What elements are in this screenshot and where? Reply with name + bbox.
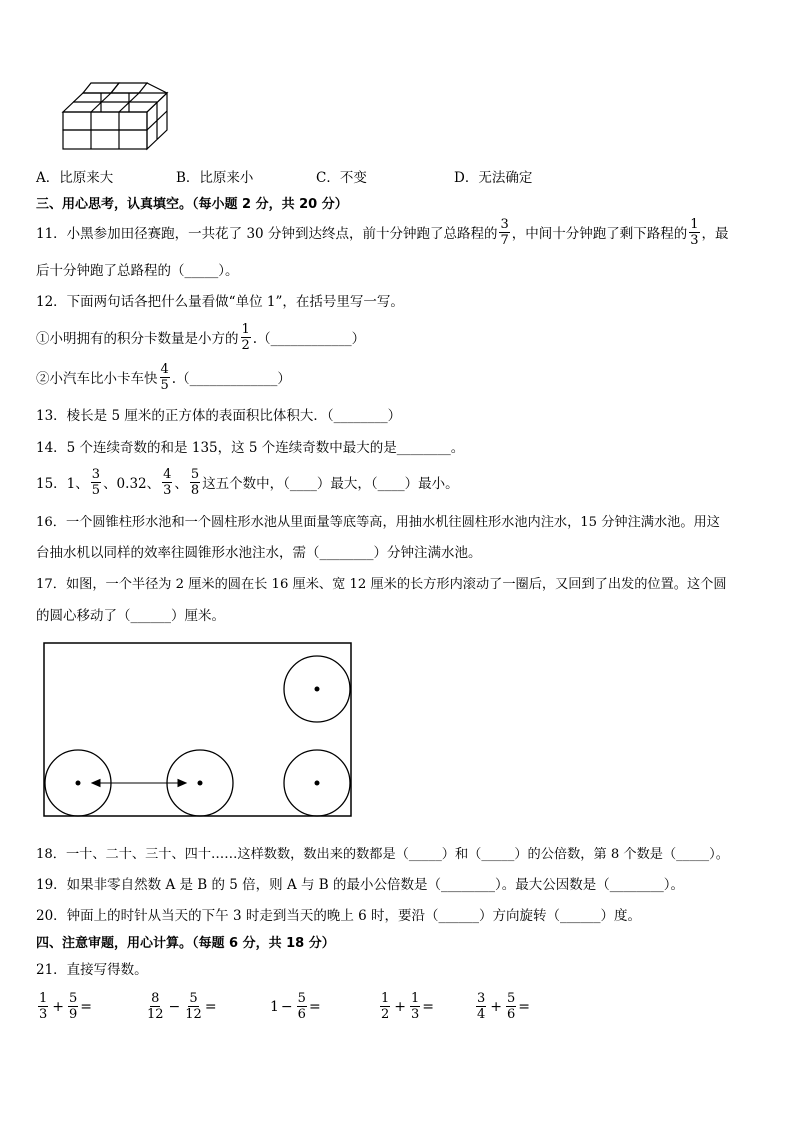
option-b[interactable]: B．比原来小 [176, 170, 254, 186]
question-18[interactable]: 18．一十、二十、三十、四十……这样数数，数出来的数都是（_____）和（_____）的公倍数，第 8 个数是（_____）。 [36, 847, 729, 862]
question-17-line-2[interactable]: 的圆心移动了（______）厘米。 [36, 608, 225, 624]
rectangle-border [44, 643, 351, 816]
question-12-prompt: 12．下面两句话各把什么量看做“单位 1”，在括号里写一写。 [36, 294, 404, 310]
fraction-5-8: $\frac{5}{8}$ [190, 466, 200, 498]
fraction-4-5: $\frac{4}{5}$ [160, 361, 169, 393]
question-13[interactable]: 13．棱长是 5 厘米的正方体的表面积比体积大．（________） [36, 408, 402, 424]
question-15: 15．1、 $\frac{3}{5}$ 、0.32、 $\frac{4}{3}$ 、 $\frac{5}{8}$ 这五个数中，（____）最大，（____）最小。 [36, 466, 459, 498]
question-19[interactable]: 19．如果非零自然数 A 是 B 的 5 倍，则 A 与 B 的最小公倍数是（________）。最大公因数是（________）。 [36, 877, 685, 893]
option-a[interactable]: A．比原来大 [36, 170, 114, 186]
fraction-1-2: $\frac{1}{2}$ [241, 321, 250, 353]
answer-blank-21-4[interactable]: = [422, 998, 435, 1015]
section-4-header: 四、注意审题，用心计算。（每题 6 分，共 18 分） [36, 936, 335, 951]
answer-blank-12-1[interactable]: .（____________） [252, 331, 366, 347]
double-arrow [92, 780, 186, 787]
question-12-item-1: ①小明拥有的积分卡数量是小方的 $\frac{1}{2}$ .（____________） [36, 321, 366, 353]
fraction-3-5: $\frac{3}{5}$ [91, 466, 101, 498]
rolling-circle-figure [40, 640, 356, 820]
answer-blanks-15[interactable]: 这五个数中，（____）最大，（____）最小。 [202, 476, 459, 492]
question-16-line-1: 16．一个圆锥柱形水池和一个圆柱形水池从里面量等底等高，用抽水机往圆柱形水池内注水，15 分钟注满水池。用这 [36, 515, 720, 530]
fraction-4-3: $\frac{4}{3}$ [163, 466, 172, 498]
question-17-line-1: 17．如图，一个半径为 2 厘米的圆在长 16 厘米、宽 12 厘米的长方形内滚动了一圈后，又回到了出发的位置。这个圆 [36, 577, 727, 592]
calc-expression-4: $\frac{1}{2}$ + $\frac{1}{3}$ = [381, 991, 435, 1022]
section-3-header: 三、用心思考，认真填空。（每小题 2 分，共 20 分） [36, 197, 348, 212]
answer-blank-21-3[interactable]: = [308, 998, 321, 1015]
fraction-1-3: $\frac{1}{3}$ [690, 216, 699, 248]
cube-stack-figure [55, 75, 180, 160]
answer-blank-12-2[interactable]: .（_____________） [171, 371, 291, 387]
question-12-item-2: ②小汽车比小卡车快 $\frac{4}{5}$ .（_____________） [36, 361, 291, 393]
question-21-prompt: 21．直接写得数。 [36, 962, 148, 978]
question-16-line-2[interactable]: 台抽水机以同样的效率往圆锥形水池注水，需（________）分钟注满水池。 [36, 545, 482, 561]
calc-expression-3: 1 − $\frac{5}{6}$ = [270, 991, 321, 1022]
calc-expression-5: $\frac{3}{4}$ + $\frac{5}{6}$ = [477, 991, 531, 1022]
option-d[interactable]: D．无法确定 [454, 170, 533, 186]
answer-blank-21-2[interactable]: = [204, 998, 217, 1015]
answer-blank-21-5[interactable]: = [518, 998, 531, 1015]
question-20[interactable]: 20．钟面上的时针从当天的下午 3 时走到当天的晚上 6 时，要沿（______）方向旋转（______）度。 [36, 908, 642, 924]
question-11-line-1: 11．小黑参加田径赛跑，一共花了 30 分钟到达终点，前十分钟跑了总路程的 $\frac{3}{7}$ ，中间十分钟跑了剩下路程的 $\frac{1}{3}$ ，最 [36, 216, 729, 248]
option-c[interactable]: C．不变 [316, 170, 367, 186]
calc-expression-2: $\frac{8}{12}$ − $\frac{5}{12}$ = [147, 991, 217, 1022]
calc-expression-1: $\frac{1}{3}$ + $\frac{5}{9}$ = [39, 991, 93, 1022]
answer-blank-21-1[interactable]: = [80, 998, 93, 1015]
fraction-3-7: $\frac{3}{7}$ [500, 216, 509, 248]
question-11-line-2: 后十分钟跑了总路程的（_____）。 [36, 263, 239, 279]
question-14[interactable]: 14．5 个连续奇数的和是 135，这 5 个连续奇数中最大的是________。 [36, 440, 465, 456]
